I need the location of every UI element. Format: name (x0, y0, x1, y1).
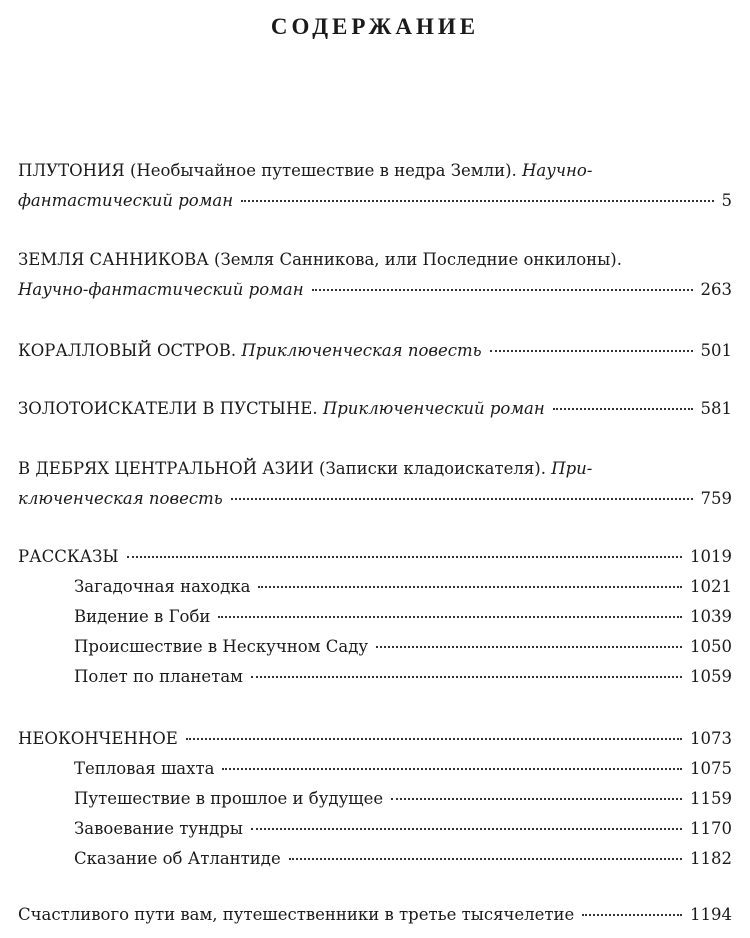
dot-leader (251, 676, 682, 678)
entry-line (18, 156, 732, 186)
dot-leader (231, 498, 693, 500)
toc-subentry[interactable] (74, 662, 732, 692)
entry-genre: Приключенческий роман (317, 399, 545, 418)
dot-leader (251, 828, 682, 830)
toc-subentry[interactable] (74, 754, 732, 784)
entry-title: ЗЕМЛЯ САННИКОВА (18, 250, 209, 269)
entry-row (18, 542, 732, 572)
page-title: СОДЕРЖАНИЕ (270, 14, 480, 39)
entry-genre: При- (551, 459, 593, 478)
page-number: 1019 (690, 547, 732, 566)
entry-title-wrap (18, 336, 482, 366)
entry-title: В ДЕБРЯХ ЦЕНТРАЛЬНОЙ АЗИИ (18, 459, 314, 478)
toc-entry-v-debryakh[interactable] (18, 454, 732, 514)
entry-line (18, 245, 732, 275)
entry-genre-cont: ключенческая повесть (18, 489, 223, 508)
page-number: 581 (700, 399, 732, 418)
dot-leader (376, 646, 682, 648)
entry-row (18, 394, 732, 424)
entry-genre: Научно- (522, 161, 593, 180)
dot-leader (391, 798, 682, 800)
section-heading: РАССКАЗЫ (18, 547, 119, 566)
entry-genre-cont: фантастический роман (18, 191, 234, 210)
page-number: 1059 (690, 667, 732, 686)
subentry-title: Завоевание тундры (74, 819, 243, 838)
subentry-title: Тепловая шахта (74, 759, 215, 778)
dot-leader (222, 768, 682, 770)
toc-entry-zemlya-sannikova[interactable] (18, 245, 732, 305)
entry-title: ЗОЛОТОИСКАТЕЛИ В ПУСТЫНЕ. (18, 399, 318, 418)
page-number: 1021 (690, 577, 732, 596)
page-number: 1073 (690, 729, 732, 748)
section-heading: НЕОКОНЧЕННОЕ (18, 729, 178, 748)
subentry-title: Полет по планетам (74, 667, 243, 686)
page-number: 1194 (690, 905, 732, 924)
toc-section-stories[interactable] (18, 542, 732, 572)
toc-entry-zolotoiskateli[interactable] (18, 394, 732, 424)
entry-line (18, 454, 732, 484)
dot-leader (186, 738, 682, 740)
page-number: 5 (721, 191, 732, 210)
toc-subentry[interactable] (74, 814, 732, 844)
page-number: 1182 (690, 849, 732, 868)
toc-entry-plutonia[interactable] (18, 156, 732, 216)
toc-section-unfinished[interactable] (18, 724, 732, 754)
page-number: 1170 (690, 819, 732, 838)
entry-subtitle: (Земля Санникова, или Последние онкилоны). (208, 250, 622, 269)
page-number: 1075 (690, 759, 732, 778)
page-number: 1039 (690, 607, 732, 626)
entry-genre: Приключенческая повесть (236, 341, 482, 360)
dot-leader (241, 200, 713, 202)
dot-leader (218, 616, 682, 618)
entry-genre: Научно-фантастический роман (18, 280, 304, 299)
toc-subentry[interactable] (74, 572, 732, 602)
entry-title: КОРАЛЛОВЫЙ ОСТРОВ. (18, 341, 237, 360)
entry-title-wrap (18, 394, 545, 424)
subentry-title: Путешествие в прошлое и будущее (74, 789, 384, 808)
toc-entry-korallovy-ostrov[interactable] (18, 336, 732, 366)
page-number: 501 (700, 341, 732, 360)
entry-row (18, 900, 732, 930)
page-number: 759 (700, 489, 732, 508)
dot-leader (582, 914, 682, 916)
entry-subtitle: (Необычайное путешествие в недра Земли). (124, 161, 522, 180)
entry-title: ПЛУТОНИЯ (18, 161, 125, 180)
entry-row (18, 336, 732, 366)
dot-leader (490, 350, 693, 352)
dot-leader (312, 289, 693, 291)
subentry-title: Загадочная находка (74, 577, 251, 596)
subentry-title: Сказание об Атлантиде (74, 849, 281, 868)
toc-entry-final[interactable] (18, 900, 732, 930)
dot-leader (553, 408, 693, 410)
entry-title: Счастливого пути вам, путешественники в третье тысячелетие (18, 905, 575, 924)
page-number: 1159 (690, 789, 732, 808)
page-number: 263 (700, 280, 732, 299)
entry-subtitle: (Записки кладоискателя). (313, 459, 552, 478)
page-number: 1050 (690, 637, 732, 656)
dot-leader (289, 858, 682, 860)
dot-leader (127, 556, 682, 558)
dot-leader (258, 586, 682, 588)
subentry-title: Видение в Гоби (74, 607, 211, 626)
subentry-title: Происшествие в Нескучном Саду (74, 637, 369, 656)
entry-row (18, 186, 732, 216)
toc-subentry[interactable] (74, 602, 732, 632)
toc-subentry[interactable] (74, 632, 732, 662)
toc-subentry[interactable] (74, 844, 732, 874)
toc-subentry[interactable] (74, 784, 732, 814)
entry-row (18, 484, 732, 514)
entry-row (18, 275, 732, 305)
entry-row (18, 724, 732, 754)
